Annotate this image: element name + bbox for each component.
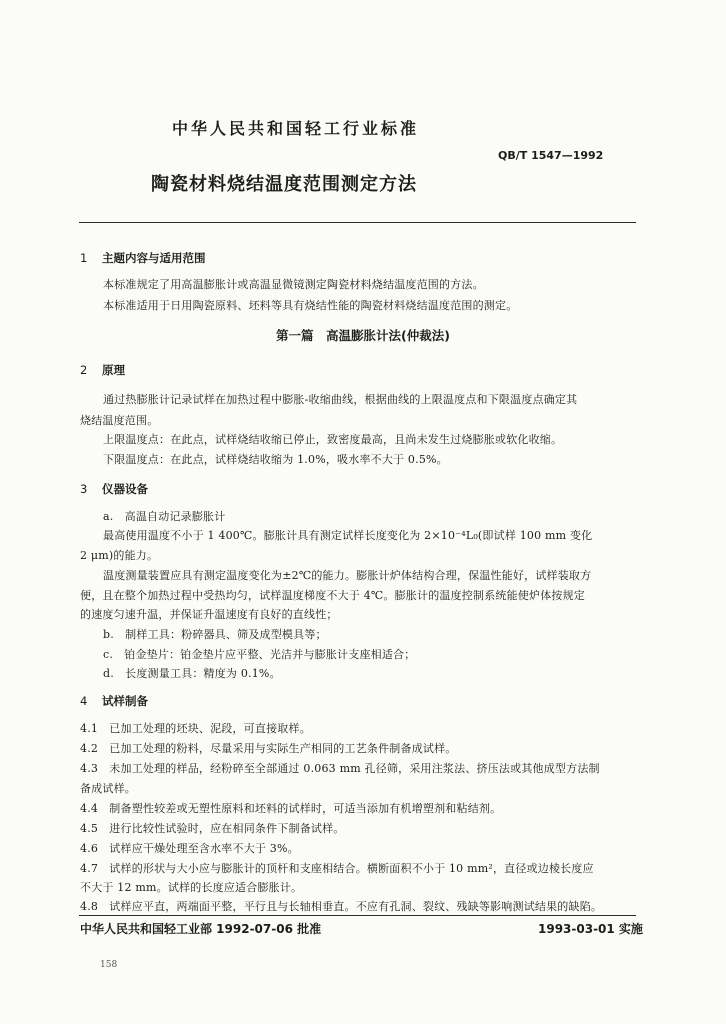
paragraph-line: 烧结温度范围。 xyxy=(80,414,159,427)
paragraph-line: 通过热膨胀计记录试样在加热过程中膨胀-收缩曲线，根据曲线的上限温度点和下限温度点确定其 xyxy=(103,393,578,406)
section-4-title: 试样制备 xyxy=(102,694,148,708)
paragraph-line: 4.1 已加工处理的坯块、泥段，可直接取样。 xyxy=(80,722,311,735)
section-2-number: 2 xyxy=(80,363,88,377)
issuing-organization: 中华人民共和国轻工行业标准 xyxy=(172,119,420,138)
paragraph-line: 4.4 制备塑性较差或无塑性原料和坯料的试样时，可适当添加有机增塑剂和粘结剂。 xyxy=(80,802,502,815)
paragraph-line: 4.7 试样的形状与大小应与膨胀计的顶杆和支座相结合。横断面积不小于 10 mm²，直径或边棱长度应 xyxy=(80,862,594,875)
paragraph-line: 便，且在整个加热过程中受热均匀，试样温度梯度不大于 4℃。膨胀计的温度控制系统能使炉体按规定 xyxy=(80,589,585,602)
section-3-heading xyxy=(80,481,148,497)
paragraph-line: 温度测量装置应具有测定温度变化为±2℃的能力。膨胀计炉体结构合理，保温性能好，试样装取方 xyxy=(103,569,592,582)
paragraph-line: 下限温度点：在此点，试样烧结收缩为 1.0%，吸水率不大于 0.5%。 xyxy=(103,453,448,466)
header-divider xyxy=(79,222,636,223)
section-1-heading xyxy=(80,250,206,266)
paragraph-line: 上限温度点：在此点，试样烧结收缩已停止，致密度最高，且尚未发生过烧膨胀或软化收缩。 xyxy=(103,433,563,446)
paragraph-line: 备成试样。 xyxy=(80,782,136,795)
paragraph-line: 2 μm)的能力。 xyxy=(80,549,159,562)
page-number: 158 xyxy=(100,960,118,970)
paragraph-line: 4.5 进行比较性试验时，应在相同条件下制备试样。 xyxy=(80,822,345,835)
paragraph-line: b. 制样工具：粉碎器具、筛及成型模具等； xyxy=(103,628,327,641)
paragraph-line: 4.6 试样应干燥处理至含水率不大于 3%。 xyxy=(80,842,299,855)
paragraph-line: 4.2 已加工处理的粉料，尽量采用与实际生产相同的工艺条件制备成试样。 xyxy=(80,742,457,755)
section-4-number: 4 xyxy=(80,694,88,708)
footer-divider xyxy=(79,915,636,916)
chapter-heading: 第一篇 高温膨胀计法(仲裁法) xyxy=(276,328,450,343)
paragraph-line: 4.3 未加工处理的样品，经粉碎至全部通过 0.063 mm 孔径筛，采用注浆法、挤压法或其他成型方法制 xyxy=(80,762,600,775)
section-1-title: 主题内容与适用范围 xyxy=(102,251,206,265)
section-2-heading xyxy=(80,362,125,378)
approval-date: 中华人民共和国轻工业部 1992-07-06 批准 xyxy=(80,922,322,936)
paragraph-line: 本标准适用于日用陶瓷原料、坯料等具有烧结性能的陶瓷材料烧结温度范围的测定。 xyxy=(103,299,518,312)
paragraph-line: c. 铂金垫片：铂金垫片应平整、光洁并与膨胀计支座相适合； xyxy=(103,648,416,661)
section-3-number: 3 xyxy=(80,482,88,496)
implementation-date: 1993-03-01 实施 xyxy=(538,922,643,936)
paragraph-line: a. 高温自动记录膨胀计 xyxy=(103,510,226,523)
paragraph-line: 的速度匀速升温，并保证升温速度有良好的直线性； xyxy=(80,608,338,621)
paragraph-line: 不大于 12 mm。试样的长度应适合膨胀计。 xyxy=(80,881,303,894)
section-3-title: 仪器设备 xyxy=(102,482,148,496)
document-title: 陶瓷材料烧结温度范围测定方法 xyxy=(151,174,417,195)
section-4-heading xyxy=(80,693,148,709)
paragraph-line: d. 长度测量工具：精度为 0.1%。 xyxy=(103,667,281,680)
standard-number: QB/T 1547—1992 xyxy=(498,149,604,162)
section-2-title: 原理 xyxy=(102,363,125,377)
paragraph-line: 本标准规定了用高温膨胀计或高温显微镜测定陶瓷材料烧结温度范围的方法。 xyxy=(103,278,484,291)
section-1-number: 1 xyxy=(80,251,88,265)
paragraph-line: 4.8 试样应平直，两端面平整，平行且与长轴相垂直。不应有孔洞、裂纹、残缺等影响测试结果的缺陷。 xyxy=(80,900,603,913)
paragraph-line: 最高使用温度不小于 1 400℃。膨胀计具有测定试样长度变化为 2×10⁻⁴L₀(即试样 100 mm 变化 xyxy=(103,529,593,542)
